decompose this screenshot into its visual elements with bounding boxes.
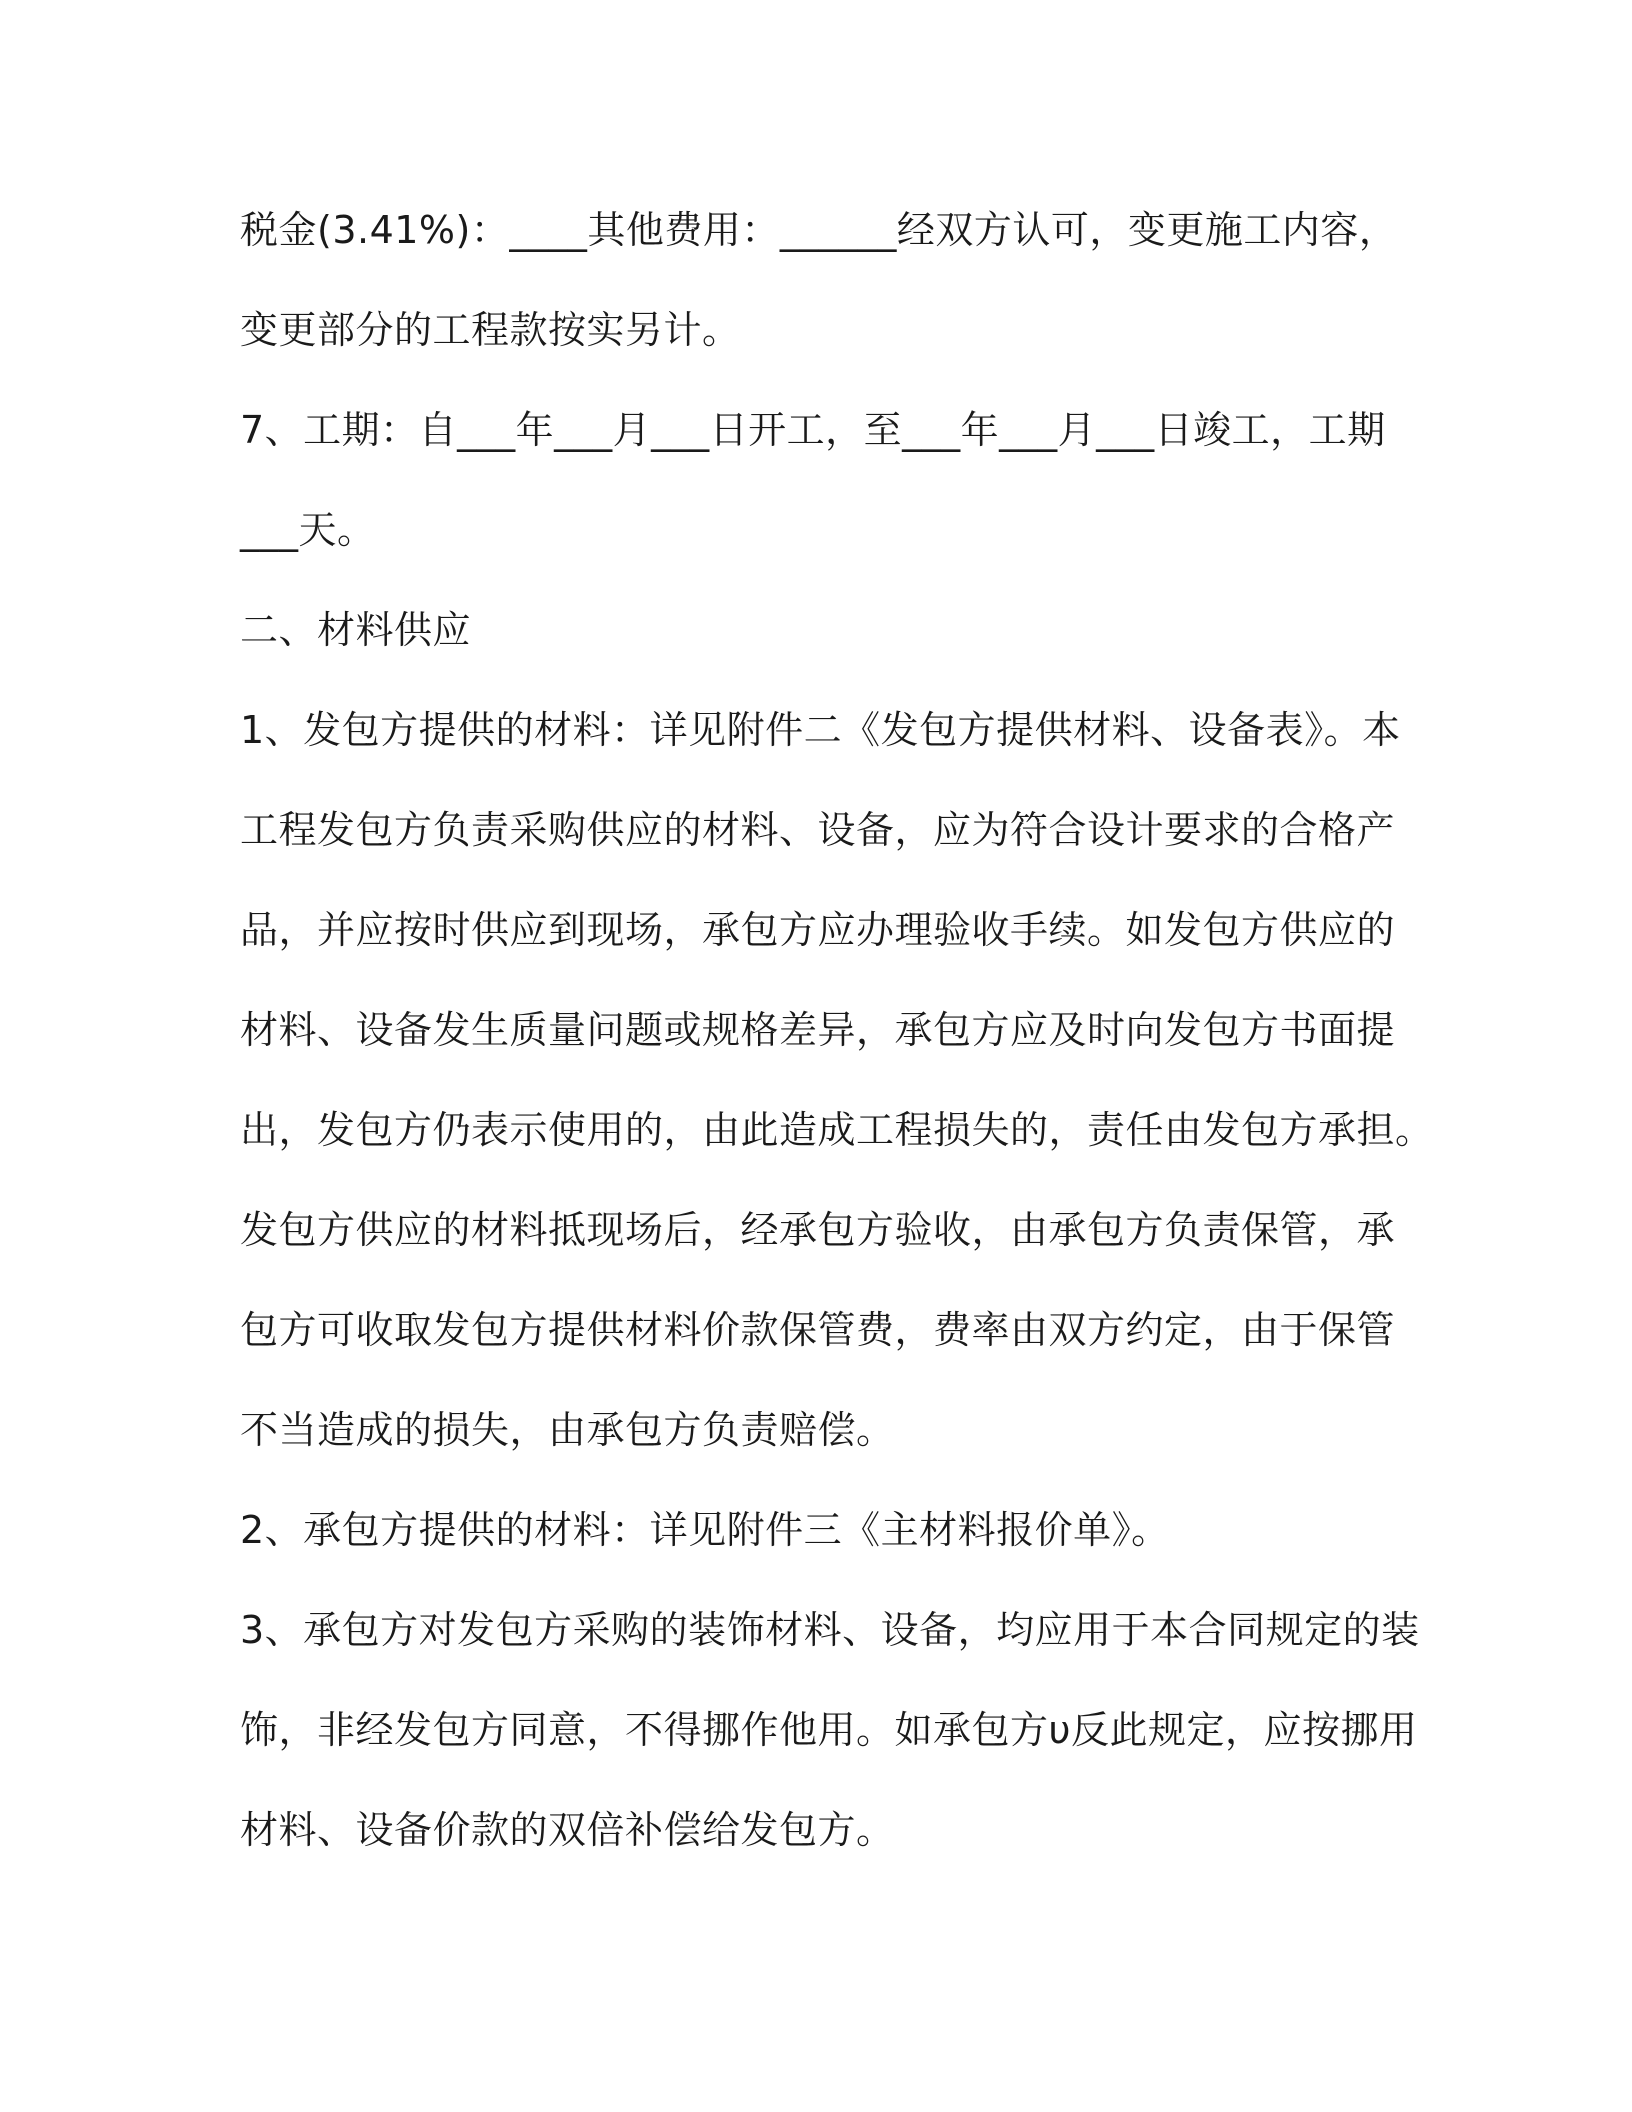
clause-3-line-3: 材料、设备价款的双倍补偿给发包方。	[240, 1808, 895, 1852]
change-cost-line: 变更部分的工程款按实另计。	[240, 308, 741, 352]
clause-1-line-5: 出，发包方仍表示使用的，由此造成工程损失的，责任由发包方承担。	[240, 1108, 1434, 1152]
clause-1-line-2: 工程发包方负责采购供应的材料、设备，应为符合设计要求的合格产	[240, 808, 1396, 852]
clause-1-line-6: 发包方供应的材料抵现场后，经承包方验收，由承包方负责保管，承	[240, 1208, 1396, 1252]
clause-1-line-3: 品，并应按时供应到现场，承包方应办理验收手续。如发包方供应的	[240, 908, 1396, 952]
schedule-clause-line: 7、工期：自___年___月___日开工，至___年___月___日竣工，工期	[240, 408, 1386, 452]
clause-1-line-1: 1、发包方提供的材料：详见附件二《发包方提供材料、设备表》。本	[240, 708, 1401, 752]
clause-3-line-2: 饰，非经发包方同意，不得挪作他用。如承包方υ反此规定，应按挪用	[240, 1708, 1418, 1752]
section-heading-materials: 二、材料供应	[240, 608, 472, 652]
clause-1-line-7: 包方可收取发包方提供材料价款保管费，费率由双方约定，由于保管	[240, 1308, 1396, 1352]
schedule-days-line: ___天。	[240, 508, 376, 552]
document-body	[240, 180, 1434, 1880]
tax-and-fees-line: 税金(3.41%)：____其他费用：______经双方认可，变更施工内容，	[240, 208, 1398, 252]
clause-1-line-8: 不当造成的损失，由承包方负责赔偿。	[240, 1408, 895, 1452]
clause-3-line-1: 3、承包方对发包方采购的装饰材料、设备，均应用于本合同规定的装	[240, 1608, 1420, 1652]
clause-1-line-4: 材料、设备发生质量问题或规格差异，承包方应及时向发包方书面提	[240, 1008, 1396, 1052]
clause-2-line: 2、承包方提供的材料：详见附件三《主材料报价单》。	[240, 1508, 1170, 1552]
